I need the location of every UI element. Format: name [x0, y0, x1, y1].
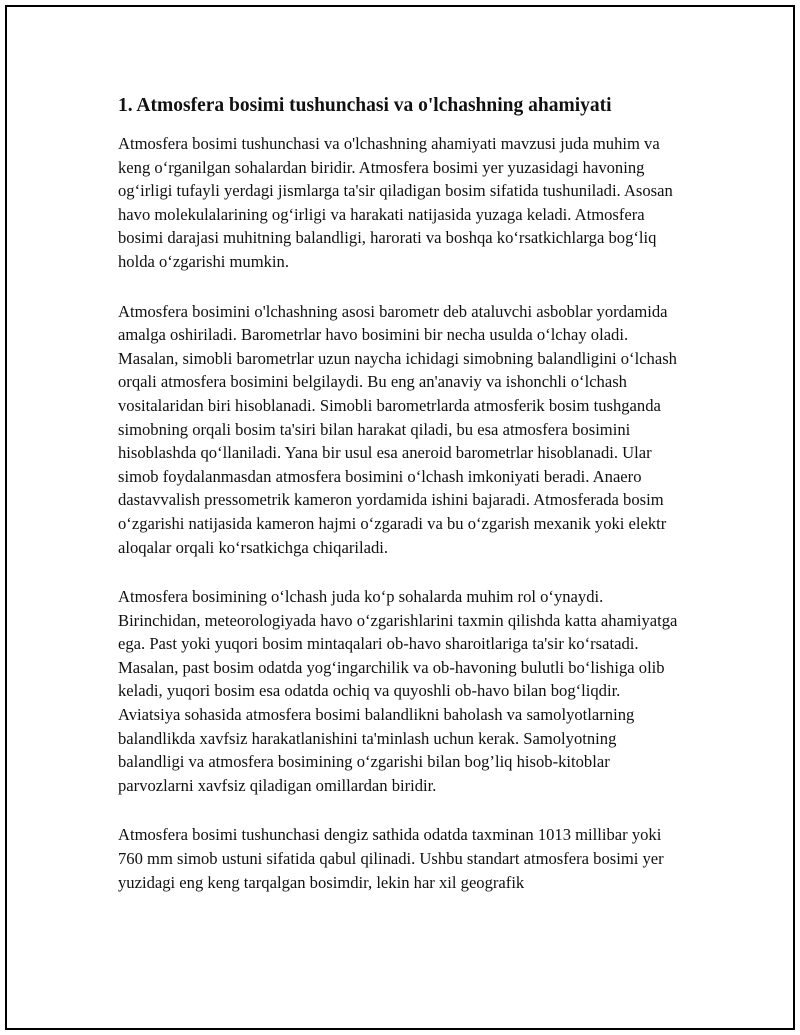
paragraph-1: Atmosfera bosimi tushunchasi va o'lchashning ahamiyati mavzusi juda muhim va keng oʻrganilgan sohalardan biridir. Atmosfera bosimi yer yuzasidagi havoning ogʻirligi tufayli yerdagi jismlarga ta'sir qiladigan bosim sifatida tushuniladi. Asosan havo molekulalarining ogʻirligi va harakati natijasida yuzaga keladi. Atmosfera bosimi darajasi muhitning balandligi, harorati va boshqa koʻrsatkichlarga bogʻliq holda oʻzgarishi mumkin.	[118, 134, 673, 271]
section-heading: 1. Atmosfera bosimi tushunchasi va o'lchashning ahamiyati	[118, 95, 612, 116]
paragraph-4: Atmosfera bosimi tushunchasi dengiz sathida odatda taxminan 1013 millibar yoki 760 mm simob ustuni sifatida qabul qilinadi. Ushbu standart atmosfera bosimi yer yuzidagi eng keng tarqalgan bosimdir, lekin har xil geografik	[118, 825, 664, 892]
paragraph-2: Atmosfera bosimini o'lchashning asosi barometr deb ataluvchi asboblar yordamida amalga oshiriladi. Barometrlar havo bosimini bir necha usulda oʻlchay oladi. Masalan, simobli barometrlar uzun naycha ichidagi simobning balandligini oʻlchash orqali atmosfera bosimini belgilaydi. Bu eng an'anaviy va ishonchli oʻlchash vositalaridan biri hisoblanadi. Simobli barometrlarda atmosferik bosim tushganda simobning orqali bosim ta'siri bilan harakat qiladi, bu esa atmosfera bosimini hisoblashda qoʻllaniladi. Yana bir usul esa aneroid barometrlar hisoblanadi. Ular simob foydalanmasdan atmosfera bosimini oʻlchash imkoniyati beradi. Anaero dastavvalish pressometrik kameron yordamida ishini bajaradi. Atmosferada bosim oʻzgarishi natijasida kameron hajmi oʻzgaradi va bu oʻzgarish mexanik yoki elektr aloqalar orqali koʻrsatkichga chiqariladi.	[118, 301, 677, 557]
document-body	[118, 92, 684, 920]
paragraph-3: Atmosfera bosimining oʻlchash juda koʻp sohalarda muhim rol oʻynaydi. Birinchidan, meteorologiyada havo oʻzgarishlarini taxmin qilishda katta ahamiyatga ega. Past yoki yuqori bosim mintaqalari ob-havo sharoitlariga ta'sir koʻrsatadi. Masalan, past bosim odatda yogʻingarchilik va ob-havoning bulutli boʻlishiga olib keladi, yuqori bosim esa odatda ochiq va quyoshli ob-havo bilan bogʻliqdir. Aviatsiya sohasida atmosfera bosimi balandlikni baholash va samolyotlarning balandlikda xavfsiz harakatlanishini ta'minlash uchun kerak. Samolyotning balandligi va atmosfera bosimining oʻzgarishi bilan bog’liq hisob-kitoblar parvozlarni xavfsiz qiladigan omillardan biridir.	[118, 587, 678, 795]
